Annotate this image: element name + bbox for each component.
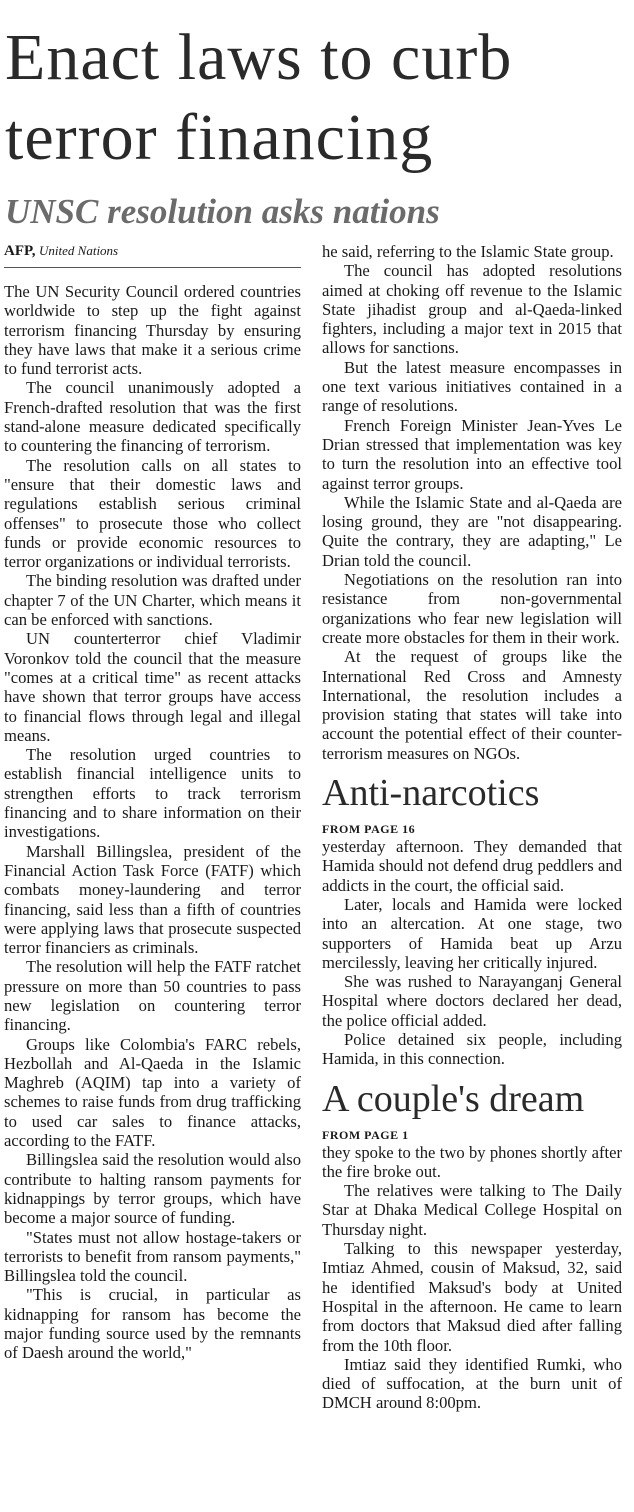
paragraph: The resolution will help the FATF ratchet pressure on more than 50 countries to pass new legislation on countering terror financing. bbox=[4, 957, 301, 1035]
subheadline: UNSC resolution asks nations bbox=[5, 192, 440, 231]
paragraph: yesterday afternoon. They demanded that Hamida should not defend drug peddlers and addicts in the court, the official said. bbox=[322, 837, 622, 895]
couple-dream-title: A couple's dream bbox=[322, 1077, 585, 1120]
byline bbox=[4, 242, 301, 268]
paragraph: The resolution urged countries to establish financial intelligence units to strengthen efforts to track terrorism financing and to share information on their investigations. bbox=[4, 745, 301, 842]
paragraph: French Foreign Minister Jean-Yves Le Drian stressed that implementation was key to turn the resolution into an effective tool against terror groups. bbox=[322, 415, 622, 493]
anti-narcotics-jump-label: FROM PAGE 16 bbox=[322, 822, 416, 837]
paragraph: Negotiations on the resolution ran into resistance from non-governmental organizations who fear new legislation will create more obstacles for them in their work. bbox=[322, 570, 622, 647]
paragraph: Later, locals and Hamida were locked into an altercation. At one stage, two supporters of Hamida beat up Arzu mercilessly, leaving her critically injured. bbox=[322, 894, 622, 972]
paragraph: he said, referring to the Islamic State group. bbox=[322, 242, 614, 261]
paragraph: Imtiaz said they identified Rumki, who died of suffocation, at the burn unit of DMCH around 8:00pm. bbox=[322, 1354, 622, 1413]
paragraph: The binding resolution was drafted under chapter 7 of the UN Charter, which means it can be enforced with sanctions. bbox=[4, 571, 301, 630]
paragraph: "This is crucial, in particular as kidnapping for ransom has become the major funding source used by the remnants of Daesh around the world," bbox=[4, 1285, 301, 1363]
paragraph: At the request of groups like the International Red Cross and Amnesty International, the resolution includes a provision stating that states will take into account the potential effect of their counter-terrorism measures on NGOs. bbox=[322, 647, 622, 763]
paragraph: Groups like Colombia's FARC rebels, Hezbollah and Al-Qaeda in the Islamic Maghreb (AQIM) tap into a variety of schemes to raise funds from drug trafficking to used car sales to finance attacks, according to the FATF. bbox=[4, 1034, 301, 1151]
paragraph: Police detained six people, including Hamida, in this connection. bbox=[322, 1029, 622, 1069]
right-column bbox=[322, 242, 622, 1413]
paragraph: "States must not allow hostage-takers or terrorists to benefit from ransom payments," Billingslea told the council. bbox=[4, 1227, 301, 1286]
headline: Enact laws to curb terror financing bbox=[5, 21, 513, 174]
paragraph: The council has adopted resolutions aimed at choking off revenue to the Islamic State jihadist group and al-Qaeda-linked fighters, including a major text in 2015 that allows for sanctions. bbox=[322, 261, 622, 358]
paragraph: they spoke to the two by phones shortly after the fire broke out. bbox=[322, 1142, 622, 1181]
paragraph: The relatives were talking to The Daily Star at Dhaka Medical College Hospital on Thursday night. bbox=[322, 1181, 622, 1239]
byline-place: United Nations bbox=[39, 243, 119, 258]
paragraph: She was rushed to Narayanganj General Hospital where doctors declared her dead, the police official added. bbox=[322, 972, 622, 1030]
byline-agency: AFP, bbox=[4, 243, 36, 259]
paragraph: Billingslea said the resolution would also contribute to halting ransom payments for kidnappings by terror groups, which have become a major source of funding. bbox=[4, 1150, 301, 1228]
paragraph: UN counterterror chief Vladimir Voronkov told the council that the measure "comes at a critical time" as recent attacks have shown that terror groups have access to financial flows through legal and illegal means. bbox=[4, 629, 301, 745]
paragraph: But the latest measure encompasses in one text various initiatives contained in a range of resolutions. bbox=[322, 357, 622, 416]
paragraph: The resolution calls on all states to "ensure that their domestic laws and regulations establish serious criminal offenses" to prosecute those who collect funds or provide economic resources to terror organizations or individual terrorists. bbox=[4, 455, 301, 572]
left-column bbox=[4, 242, 301, 1363]
paragraph: While the Islamic State and al-Qaeda are losing ground, they are "not disappearing. Quite the contrary, they are adapting," Le Drian told the council. bbox=[322, 492, 622, 570]
paragraph: Talking to this newspaper yesterday, Imtiaz Ahmed, cousin of Maksud, 32, said he identified Maksud's body at United Hospital in the afternoon. He came to learn from doctors that Maksud died after falling from the 10th floor. bbox=[322, 1239, 622, 1355]
paragraph: Marshall Billingslea, president of the Financial Action Task Force (FATF) which combats money-laundering and terror financing, said less than a fifth of countries were applying laws that prosecute suspected terror financiers as criminals. bbox=[4, 841, 301, 958]
paragraph: The UN Security Council ordered countries worldwide to step up the fight against terrorism financing Thursday by ensuring they have laws that make it a serious crime to fund terrorist acts. bbox=[4, 282, 301, 379]
anti-narcotics-title: Anti-narcotics bbox=[322, 772, 540, 815]
paragraph: The council unanimously adopted a French-drafted resolution that was the first stand-alone measure dedicated specifically to countering the financing of terrorism. bbox=[4, 378, 301, 456]
couple-dream-jump-label: FROM PAGE 1 bbox=[322, 1127, 409, 1142]
